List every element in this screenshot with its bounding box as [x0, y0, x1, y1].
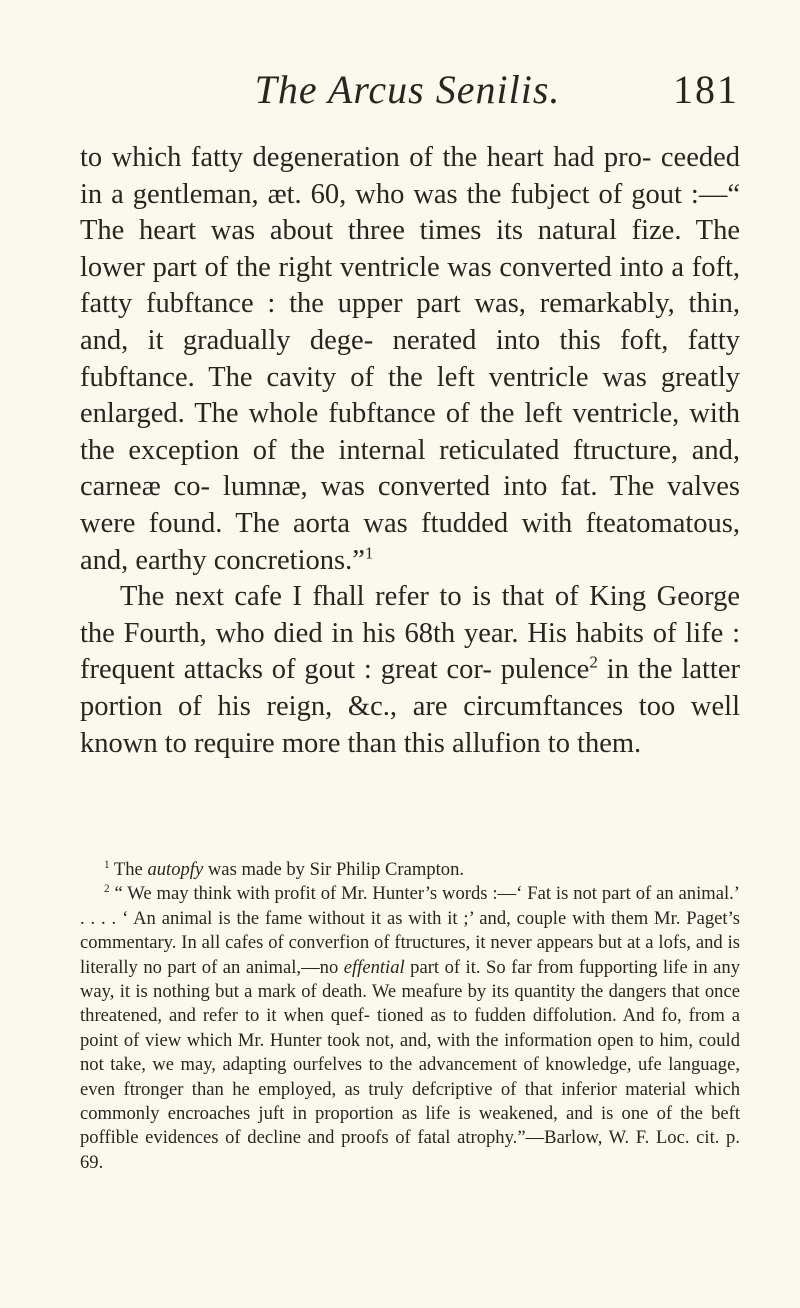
page-number: 181	[673, 67, 739, 112]
paragraph-1	[80, 140, 740, 579]
footnote-1-mark: 1	[104, 858, 110, 871]
footnote-ref-2: 2	[589, 652, 598, 672]
footnote-2-italic: effential	[343, 956, 405, 978]
paragraph-2-text-a: The next cafe I fhall refer to is that of King George the Fourth, who died in his 68th year. His habits of life : frequent attacks of gout : great cor- pulence	[80, 581, 740, 686]
footnote-1	[80, 858, 740, 882]
paragraph-1-text: to which fatty degeneration of the heart had pro- ceeded in a gentleman, æt. 60, who was the fubject of gout :—“ The heart was about three times its natural fize. The lower part of the right ventricle was converted into a foft, fatty fubftance : the upper part was, remarkably, thin, and, it gradually dege- nerated into this foft, fatty fubftance. The cavity of the left ventricle was greatly enlarged. The whole fubftance of the left ventricle, with the exception of the internal reticulated ftructure, and, carneæ co- lumnæ, was converted into fat. The valves were found. The aorta was ftudded with fteatomatous, and, earthy concretions.”	[80, 142, 740, 576]
footnote-1-italic: autopfy	[147, 859, 204, 880]
paragraph-2	[80, 579, 740, 762]
footnote-ref-1: 1	[364, 543, 374, 563]
footnote-1-text-b: was made by Sir Philip Crampton.	[203, 859, 465, 880]
footnotes	[80, 858, 740, 1175]
footnote-2-mark: 2	[104, 883, 110, 896]
page-header	[80, 66, 739, 122]
running-title: The Arcus Senilis.	[254, 67, 561, 112]
footnote-2-text-a: “ We may think with profit of Mr. Hunter’s words :—‘ Fat is not part of an animal.’ . . . . ‘ An animal is the fame without it as with it ;’ and, couple with them Mr. Paget’s commentary. In all cafes of converfion of ftructures, it never appears but at a lofs, and is literally no part of an animal,—no	[80, 883, 740, 978]
footnote-2-text-b: part of it. So far from fupporting life in any way, it is nothing but a mark of death. We meafure by its quantity the dangers that once threatened, and refer to it when quef- tioned as to fudden diffolution. And fo, from a point of view which Mr. Hunter took not, and, with the information open to him, could not take, we may, adapting ourfelves to the advancement of knowledge, ufe language, even ftronger than he employed, as truly defcriptive of that inferior material which commonly encroaches juft in proportion as life is weakened, and is one of the beft poffible evidences of decline and proofs of fatal atrophy.”—Barlow, W. F. Loc. cit. p. 69.	[80, 956, 740, 1173]
paragraph-2-text-b: in the latter portion of his reign, &c., are circumftances too well known to require more than this allufion to them.	[80, 654, 740, 759]
body-text	[80, 140, 740, 762]
footnote-2	[80, 882, 740, 1175]
footnote-1-text-a: The	[109, 859, 148, 880]
